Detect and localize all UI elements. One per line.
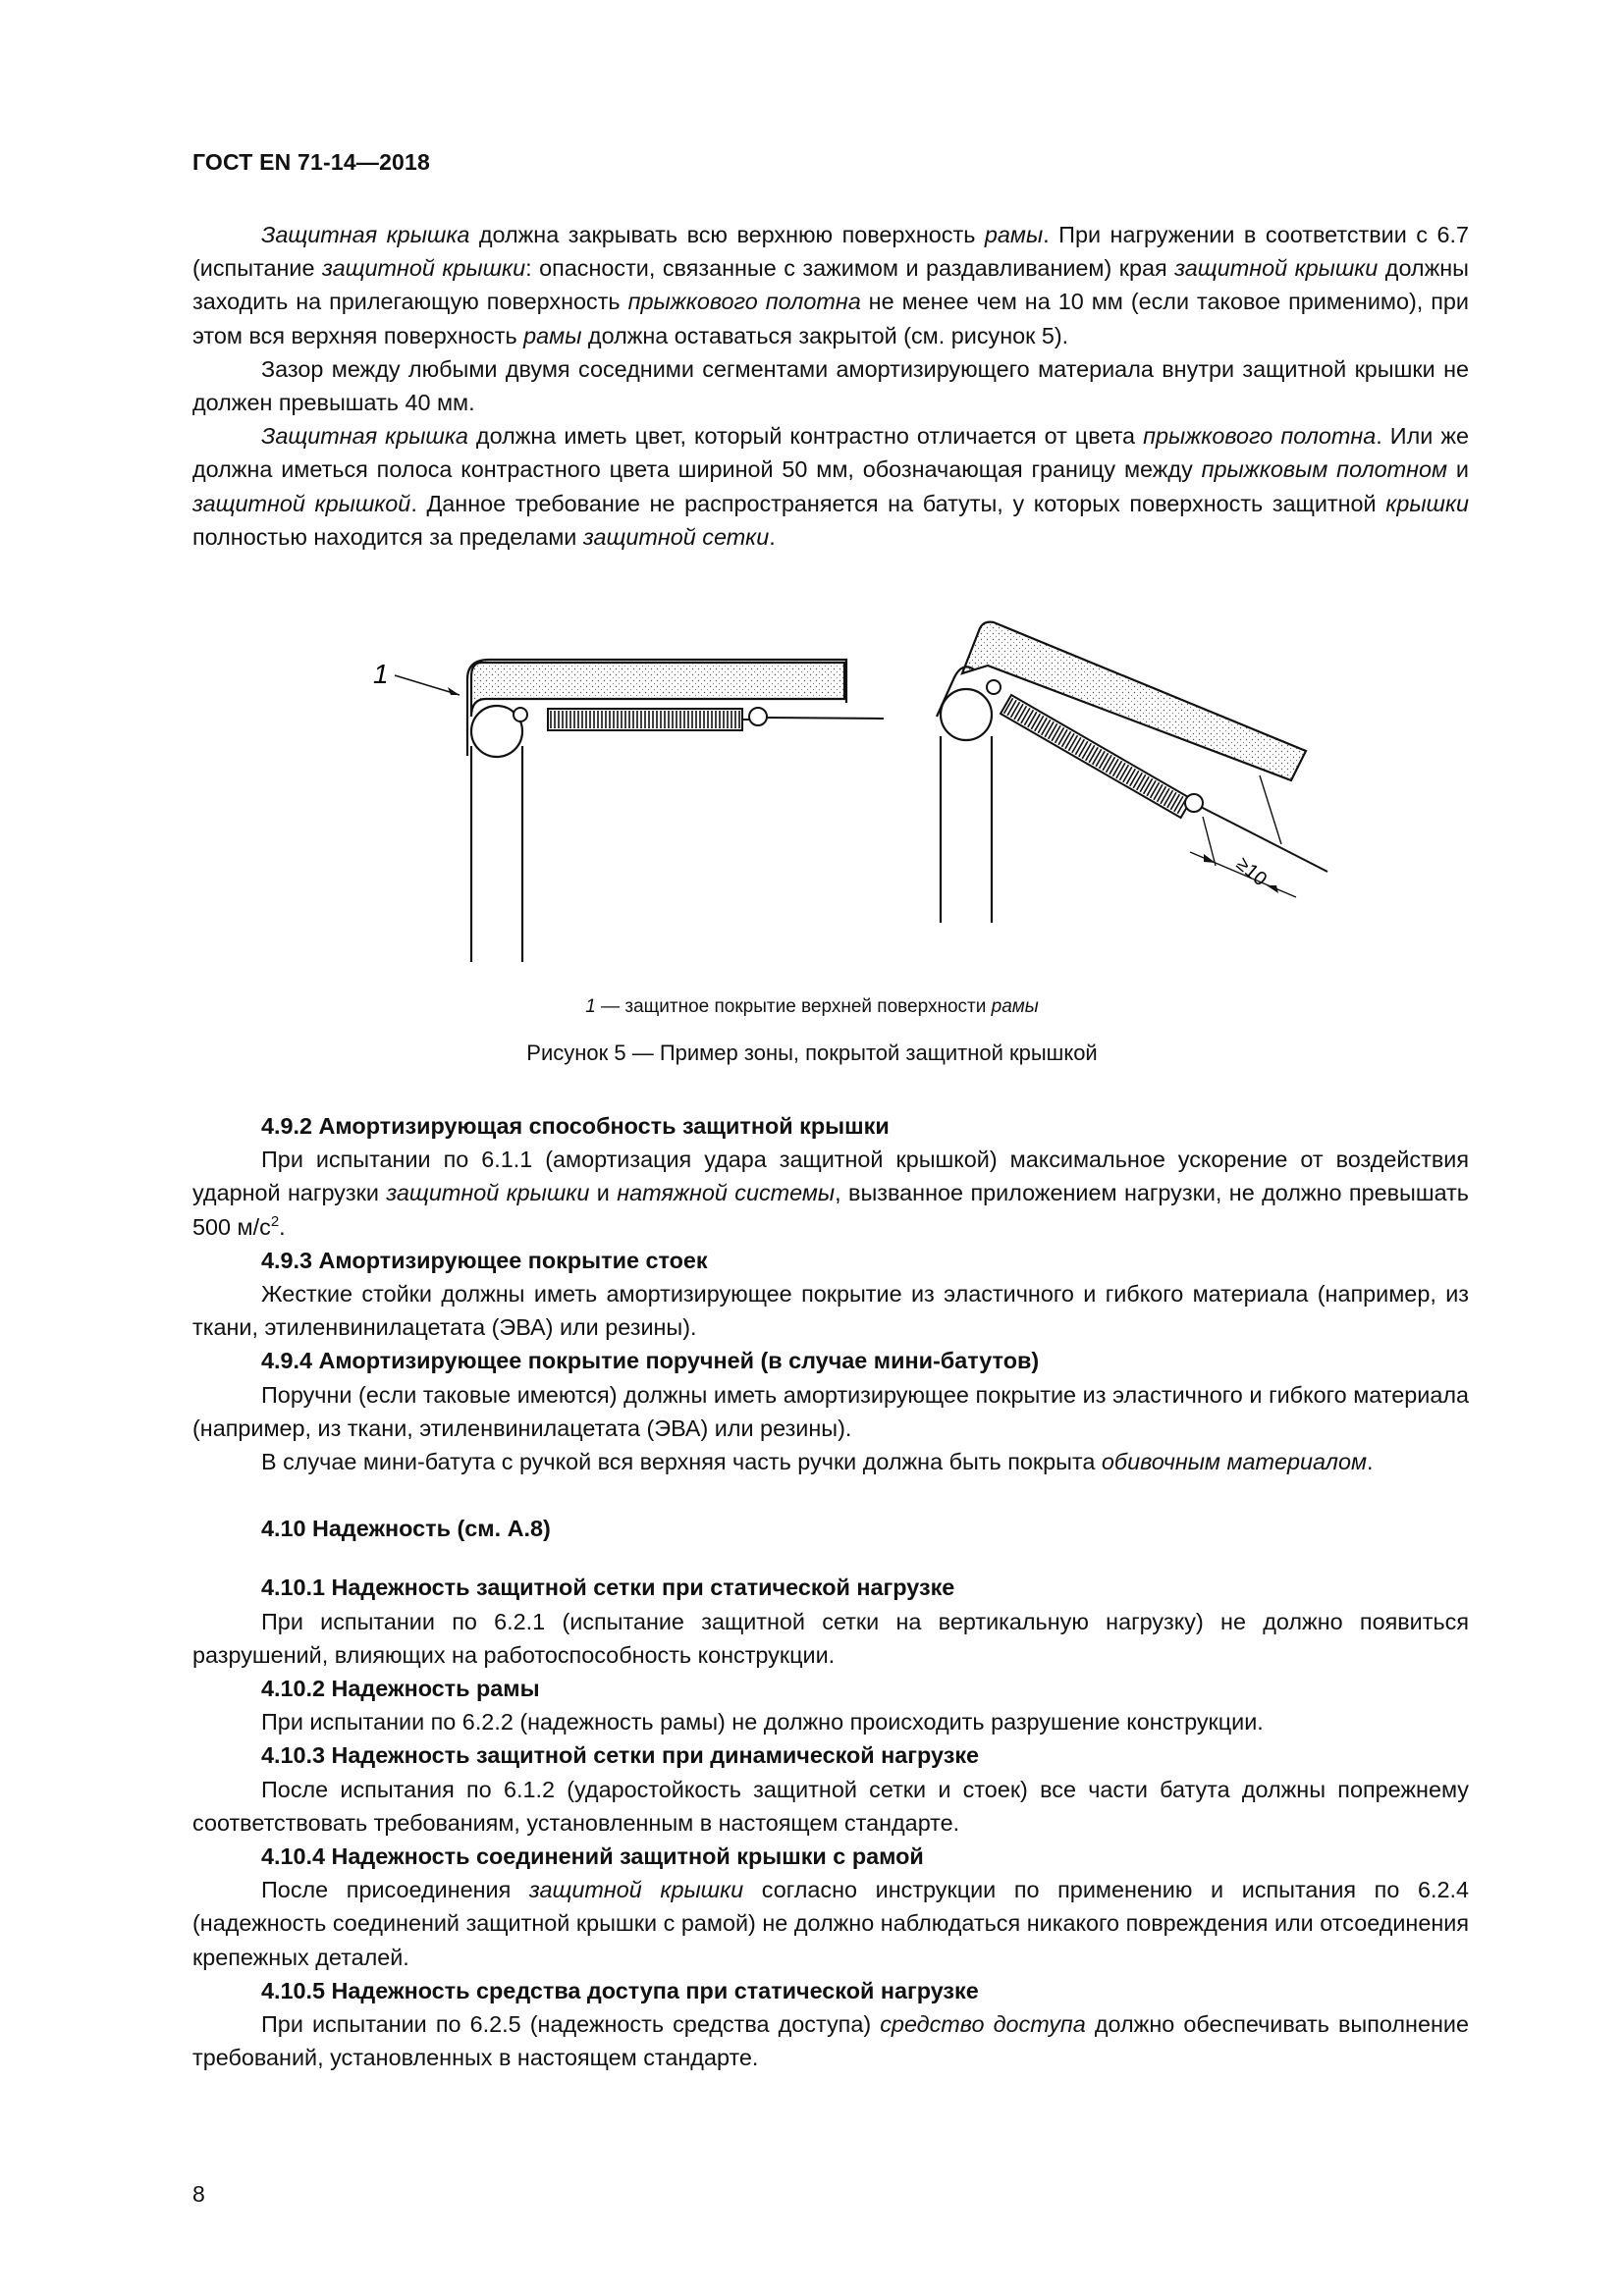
paragraph-cover-requirements: Защитная крышка должна закрывать всю верхнюю поверхность рамы. При нагружении в соответствии с 6.7 (испытание защитной крышки: опасности, связанные с зажимом и раздавливанием) края защитной крышки должны заходить на прилегающую поверхность прыжкового полотна не менее чем на 10 мм (если таковое применимо), при этом вся верхняя поверхность рамы должна оставаться закрытой (см. рисунок 5). <box>192 222 1470 348</box>
document-header: ГОСТ EN 71-14—2018 <box>192 149 431 175</box>
paragraph-4-9-4-b: В случае мини-батута с ручкой вся верхняя часть ручки должна быть покрыта обивочным материалом. <box>261 1449 1374 1475</box>
callout-number: 1 <box>373 659 389 689</box>
inclined-cover-detail <box>937 622 1327 923</box>
paragraph-4-9-2: При испытании по 6.1.1 (амортизация удара защитной крышкой) максимальное ускорение от воздействия ударной нагрузки защитной крышки и натяжной системы, вызванное приложением нагрузки, не должно превышать 500 $м/с^2$. <box>192 1147 1469 1240</box>
upper-text-block <box>192 218 1469 554</box>
lower-text-block <box>192 1109 1469 2074</box>
flat-cover-detail <box>373 659 884 962</box>
frame-cover-drawing <box>373 609 1335 982</box>
paragraph-4-10-2: При испытании по 6.2.2 (надежность рамы) не должно происходить разрушение конструкции. <box>261 1709 1264 1735</box>
page-number: 8 <box>192 2181 205 2207</box>
heading-4-9-2: 4.9.2 Амортизирующая способность защитной крышки <box>261 1113 890 1139</box>
heading-4-9-4: 4.9.4 Амортизирующее покрытие поручней (в случае мини-батутов) <box>261 1348 1040 1374</box>
figure-key: 1 — защитное покрытие верхней поверхности рамы <box>585 996 1039 1017</box>
paragraph-gap-requirement: Зазор между любыми двумя соседними сегментами амортизирующего материала внутри защитной крышки не должен превышать 40 мм. <box>192 355 1469 416</box>
paragraph-4-10-3: После испытания по 6.1.2 (ударостойкость защитной сетки и стоек) все части батута должны попрежнему соответствовать требованиям, установленным в настоящем стандарте. <box>192 1776 1469 1836</box>
paragraph-4-10-1: При испытании по 6.2.1 (испытание защитной сетки на вертикальную нагрузку) не должно появиться разрушений, влияющих на работоспособность конструкции. <box>192 1608 1469 1668</box>
figure-5-diagram <box>373 609 1335 982</box>
heading-4-10: 4.10 Надежность (см. А.8) <box>261 1516 551 1542</box>
paragraph-4-9-4: Поручни (если таковые имеются) должны иметь амортизирующее покрытие из эластичного и гибкого материала (например, из ткани, этиленвинилацетата (ЭВА) или резины). <box>192 1381 1469 1441</box>
paragraph-4-10-5: При испытании по 6.2.5 (надежность средства доступа) средство доступа должно обеспечивать выполнение требований, установленных в настоящем стандарте. <box>192 2011 1469 2071</box>
heading-4-10-5: 4.10.5 Надежность средства доступа при статической нагрузке <box>261 1977 979 2003</box>
paragraph-color-requirement: Защитная крышка должна иметь цвет, который контрастно отличается от цвета прыжкового полотна. Или же должна иметься полоса контрастного цвета шириной 50 мм, обозначающая границу между прыжковым полотном и защитной крышкой. Данное требование не распространяется на батуты, у которых поверхность защитной крышки полностью находится за пределами защитной сетки. <box>192 423 1470 550</box>
heading-4-10-4: 4.10.4 Надежность соединений защитной крышки с рамой <box>261 1843 924 1870</box>
heading-4-10-1: 4.10.1 Надежность защитной сетки при статической нагрузке <box>261 1575 955 1601</box>
spring-left <box>548 709 742 730</box>
figure-caption: Рисунок 5 — Пример зоны, покрытой защитной крышкой <box>526 1041 1098 1065</box>
heading-4-9-3: 4.9.3 Амортизирующее покрытие стоек <box>261 1247 708 1273</box>
dimension-label: ≥10 <box>1231 852 1272 891</box>
paragraph-4-10-4: После присоединения защитной крышки согласно инструкции по применению и испытания по 6.2.4 (надежность соединений защитной крышки с рамой) не должно наблюдаться никакого повреждения или отсоединения крепежных деталей. <box>192 1877 1469 1970</box>
heading-4-10-3: 4.10.3 Надежность защитной сетки при динамической нагрузке <box>261 1742 980 1769</box>
heading-4-10-2: 4.10.2 Надежность рамы <box>261 1676 540 1702</box>
paragraph-4-9-3: Жесткие стойки должны иметь амортизирующее покрытие из эластичного и гибкого материала (например, из ткани, этиленвинилацетата (ЭВА) или резины). <box>192 1281 1469 1341</box>
